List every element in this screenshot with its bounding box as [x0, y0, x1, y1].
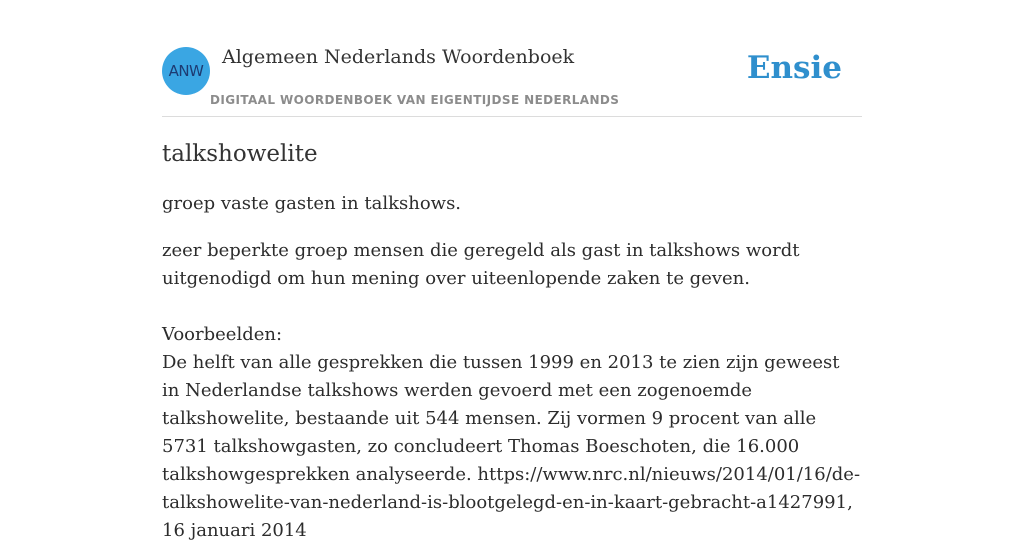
anw-logo[interactable]: ANW [162, 47, 210, 95]
ensie-brand-logo[interactable]: Ensie [746, 50, 842, 86]
long-definition: zeer beperkte groep mensen die geregeld als gast in talkshows wordt uitgenodigd om hun mening over uiteenlopende zaken te geven. [162, 240, 800, 289]
site-header [162, 40, 862, 117]
short-definition: groep vaste gasten in talkshows. [162, 193, 462, 214]
entry-content [162, 138, 862, 545]
examples-label: Voorbeelden: [162, 324, 283, 345]
site-subtitle: DIGITAAL WOORDENBOEK VAN EIGENTIJDSE NEDERLANDS [210, 93, 620, 107]
example-text: De helft van alle gesprekken die tussen 1999 en 2013 te zien zijn geweest in Nederlandse talkshows werden gevoerd met een zogenoemde talkshowelite, bestaande uit 544 mensen. Zij vormen 9 procent van alle 5731 talkshowgasten, zo concludeert Thomas Boeschoten, die 16.000 talkshowgesprekken analyseerde. https://www.nrc.nl/nieuws/2014/01/16/de-talkshowelite-van-nederland-is-blootgelegd-en-in-kaart-gebracht-a1427991, 16 januari 2014 [162, 352, 861, 541]
entry-term: talkshowelite [162, 141, 318, 167]
site-title[interactable]: Algemeen Nederlands Woordenboek [222, 46, 575, 68]
